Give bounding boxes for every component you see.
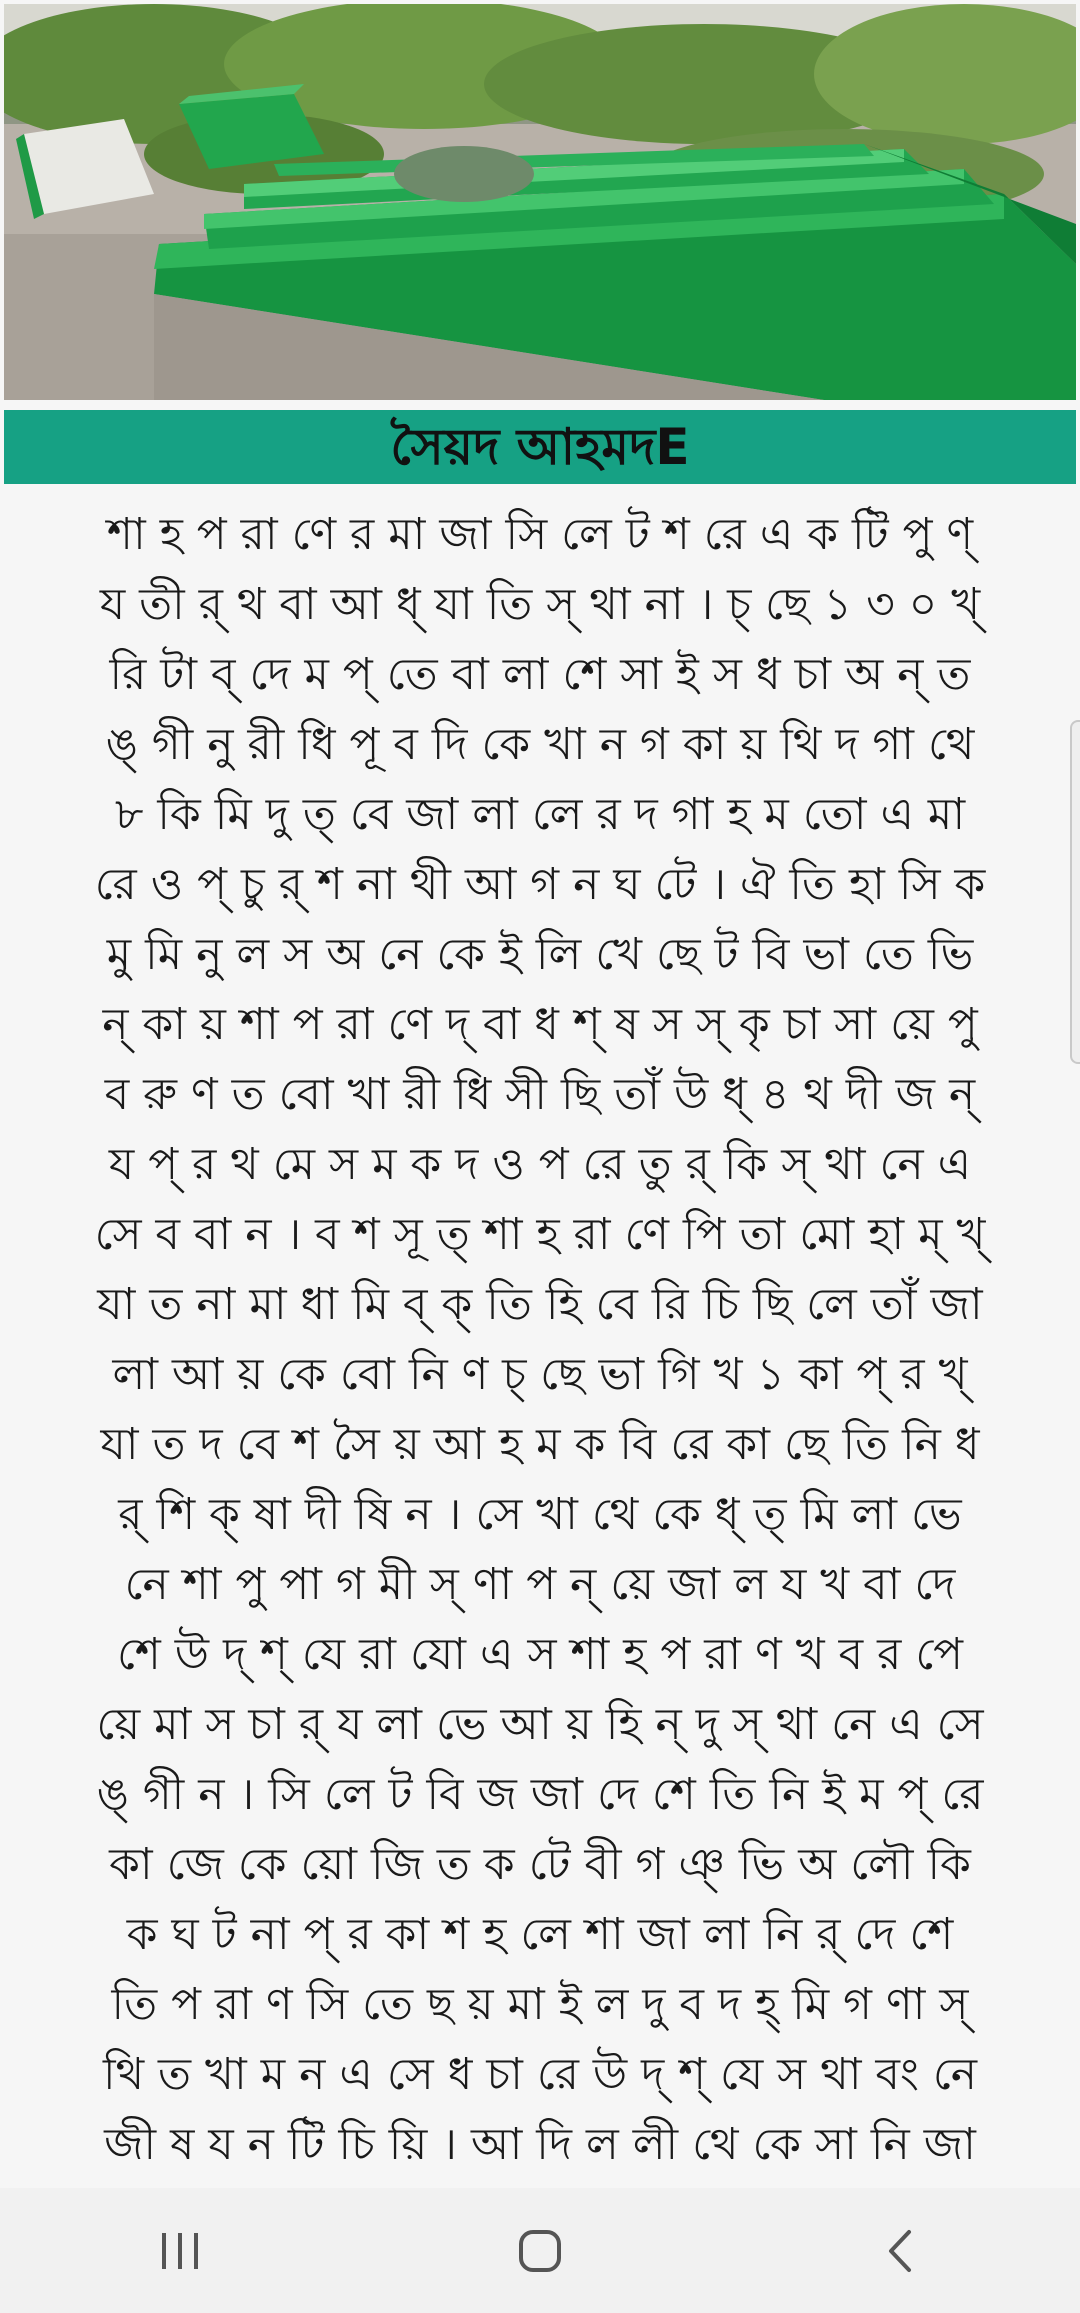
article-line: লা আ য় কে বো নি ণ চ্ ছে ভা গি খ ১ কা প্ র খ্ [112,1349,968,1400]
scrollbar-thumb[interactable] [1070,720,1080,1064]
article-line: শে উ দ্ শ্ যে রা যো এ স শা হ প রা ণ খ ব র পে [116,1629,964,1680]
grave-photo [4,4,1076,400]
article-line: শা হ প রা ণে র মা জা সি লে ট শ রে এ ক টি পু ণ্ [106,509,974,560]
article-line: ব রু ণ ত বো খা রী ধি সী ছি তাঁ উ ধ্ ৪ থ দী জ ন্ [104,1069,976,1120]
article-line: সে ব বা ন । ব শ সূ ত্ শা হ রা ণে পি তা মো হা ম্ খ্ [94,1209,986,1260]
article-line: নে শা পু পা গ মী স্ ণা প ন্ য়ে জা ল য খ বা দে [124,1559,956,1610]
article-line: র্ শি ক্ ষা দী ষি ন । সে খা থে কে ধ্ ত্ মি লা ভে [118,1489,962,1540]
system-navigation-bar [0,2188,1080,2313]
article-line: রি টা ব্ দে ম প্ তে বা লা শে সা ই স ধ চা অ ন্ ত [109,649,971,700]
home-button[interactable] [480,2201,600,2301]
article-line: ঙ্ গী ন । সি লে ট বি জ জা দে শে তি নি ই ম প্ রে [96,1769,984,1820]
grave-photo-drawing [4,4,1076,400]
article-line: জী ষ য ন টি চি য়ি । আ দি ল লী থে কে সা নি জা [104,2119,976,2170]
article-line: য তী র্ থ বা আ ধ্ যা তি স্ থা না । চ্ ছে ১ ৩ ০ খ্ [99,579,981,630]
article-line: যা ত না মা ধা মি ব্ ক্ তি হি বে রি চি ছি লে তাঁ জা [97,1279,983,1330]
article-line: তি প রা ণ সি তে ছ য় মা ই ল দু ব দ হ্ মি গ ণা স্ [111,1979,969,2030]
article-line: মু মি নু ল স অ নে কে ই লি খে ছে ট বি ভা তে ভি [106,929,974,980]
article-line: থি ত খা ম ন এ সে ধ চা রে উ দ্ শ্ যে স থা বং নে [102,2049,978,2100]
article-line: রে ও প্ চু র্ শ না থী আ গ ন ঘ টে । ঐ তি হা সি ক [94,859,986,910]
article-line: কা জে কে য়ো জি ত ক টে বী গ ঞ্ ভি অ লৌ কি [109,1839,971,1890]
back-button[interactable] [840,2201,960,2301]
article-title: সৈয়দ আহমদE [390,418,690,476]
article-line: য প্ র থ মে স ম ক দ ও প রে তু র্ কি স্ থা নে এ [108,1139,972,1190]
article-title-bar [4,410,1076,484]
article-body [0,500,1080,2190]
home-icon [517,2228,563,2274]
article-line: ৮ কি মি দু ত্ বে জা লা লে র দ গা হ ম তো এ মা [114,789,966,840]
article-line: ক ঘ ট না প্ র কা শ হ লে শা জা লা নি র্ দে শে [126,1909,954,1960]
recents-button[interactable] [120,2201,240,2301]
article-line: ঙ্ গী নু রী ধি পূ ব দি কে খা ন গ কা য় থি দ গা থে [105,719,975,770]
article-line: য়ে মা স চা র্ য লা ভে আ য় হি ন্ দু স্ থা নে এ সে [96,1699,984,1750]
recents-icon [158,2231,202,2271]
article-line: ন্ কা য় শা প রা ণে দ্ বা ধ শ্ ষ স স্ কৃ চা সা য়ে পু [102,999,978,1050]
article-line: যা ত দ বে শ সৈ য় আ হ ম ক বি রে কা ছে তি নি ধ [100,1419,980,1470]
back-icon [885,2228,915,2274]
